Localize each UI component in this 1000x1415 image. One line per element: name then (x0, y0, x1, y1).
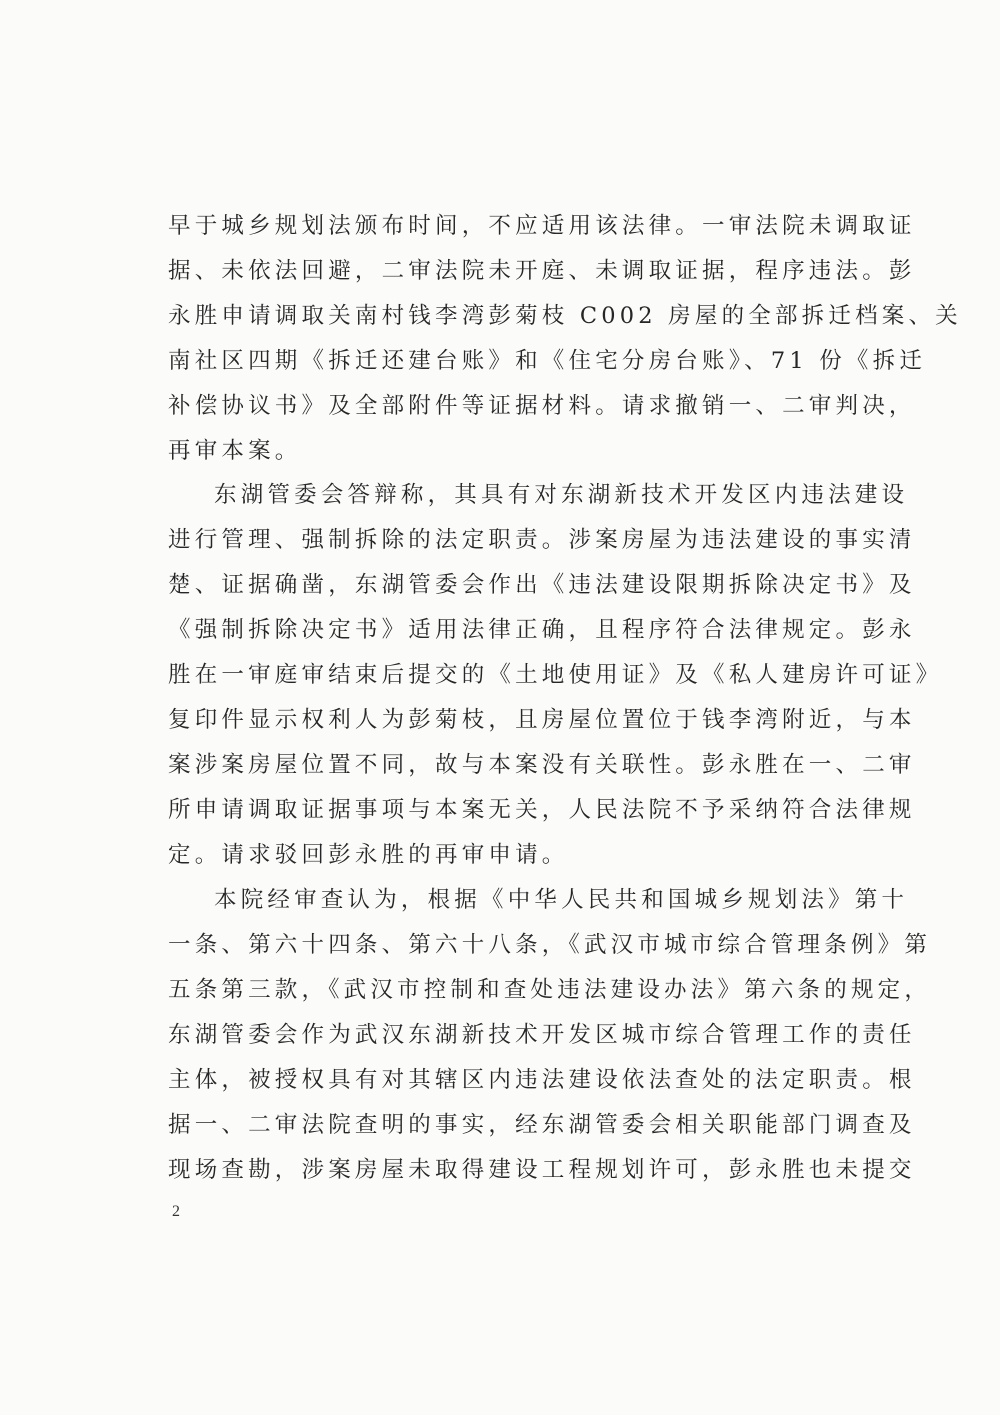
text-line-5: 补偿协议书》及全部附件等证据材料。请求撤销一、二审判决， (168, 393, 916, 419)
text-line-16: 本院经审查认为，根据《中华人民共和国城乡规划法》第十 (214, 887, 909, 913)
text-line-4: 南社区四期《拆迁还建台账》和《住宅分房台账》、71 份《拆迁 (168, 348, 927, 374)
text-line-14: 所申请调取证据事项与本案无关，人民法院不予采纳符合法律规 (168, 797, 916, 823)
text-line-15: 定。请求驳回彭永胜的再审申请。 (168, 842, 569, 868)
text-line-13: 案涉案房屋位置不同，故与本案没有关联性。彭永胜在一、二审 (168, 752, 916, 778)
text-line-7: 东湖管委会答辩称，其具有对东湖新技术开发区内违法建设 (214, 482, 909, 508)
text-line-3: 永胜申请调取关南村钱李湾彭菊枝 C002 房屋的全部拆迁档案、关 (168, 303, 962, 329)
text-line-17: 一条、第六十四条、第六十八条，《武汉市城市综合管理条例》第 (168, 932, 932, 958)
text-line-12: 复印件显示权利人为彭菊枝，且房屋位置位于钱李湾附近，与本 (168, 707, 916, 733)
text-line-1: 早于城乡规划法颁布时间，不应适用该法律。一审法院未调取证 (168, 213, 916, 239)
text-line-20: 主体，被授权具有对其辖区内违法建设依法查处的法定职责。根 (168, 1067, 916, 1093)
text-line-8: 进行管理、强制拆除的法定职责。涉案房屋为违法建设的事实清 (168, 527, 916, 553)
text-line-6: 再审本案。 (168, 438, 302, 464)
text-line-21: 据一、二审法院查明的事实，经东湖管委会相关职能部门调查及 (168, 1112, 916, 1138)
text-line-10: 《强制拆除决定书》适用法律正确，且程序符合法律规定。彭永 (168, 617, 916, 643)
text-line-11: 胜在一审庭审结束后提交的《土地使用证》及《私人建房许可证》 (168, 662, 943, 688)
text-line-19: 东湖管委会作为武汉东湖新技术开发区城市综合管理工作的责任 (168, 1022, 916, 1048)
text-line-2: 据、未依法回避，二审法院未开庭、未调取证据，程序违法。彭 (168, 258, 916, 284)
page-number: 2 (172, 1203, 180, 1220)
text-line-22: 现场查勘，涉案房屋未取得建设工程规划许可，彭永胜也未提交 (168, 1157, 916, 1183)
text-line-18: 五条第三款，《武汉市控制和查处违法建设办法》第六条的规定， (168, 977, 932, 1003)
text-line-9: 楚、证据确凿，东湖管委会作出《违法建设限期拆除决定书》及 (168, 572, 916, 598)
